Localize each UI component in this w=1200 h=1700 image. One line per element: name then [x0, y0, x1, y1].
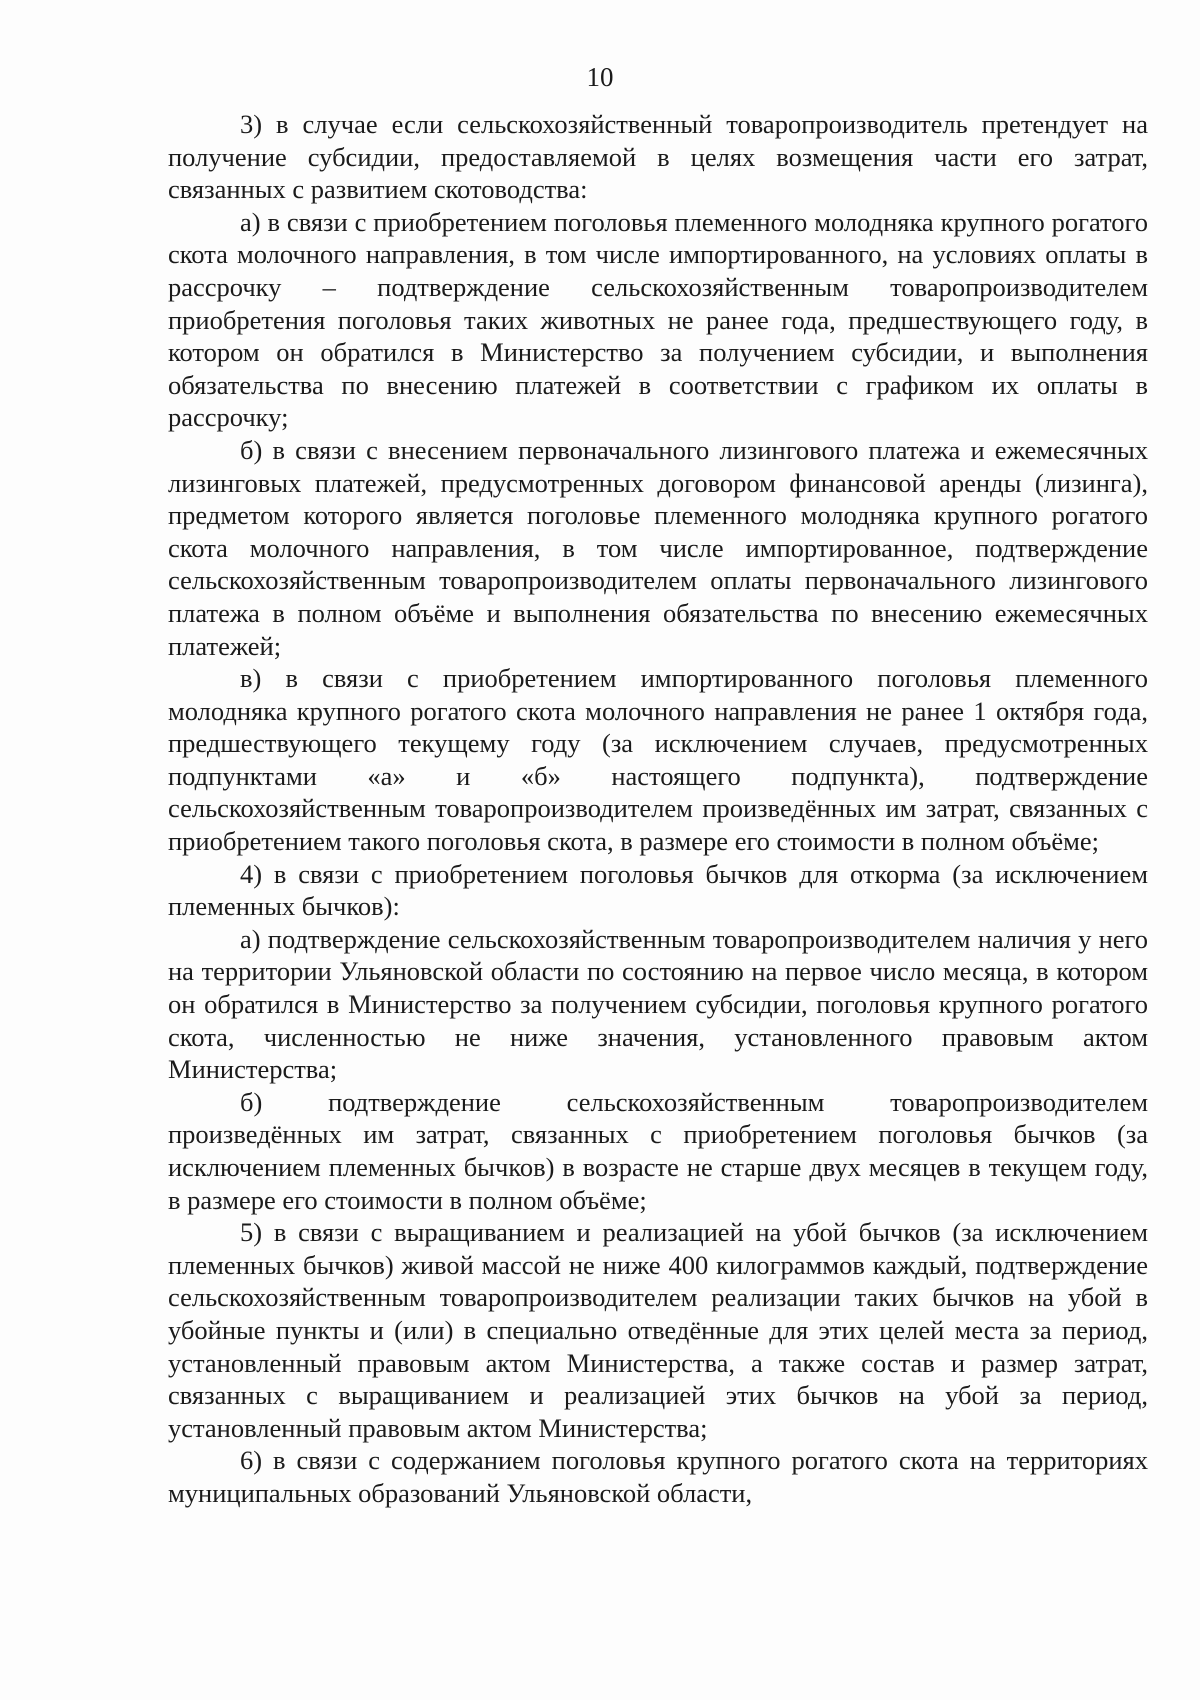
paragraph-3v: в) в связи с приобретением импортированного поголовья племенного молодняка крупного рогатого скота молочного направления не ранее 1 октября года, предшествующего текущему году (за исключением случаев, предусмотренных подпунктами «а» и «б» настоящего подпункта), подтверждение сельскохозяйственным товаропроизводителем произведённых им затрат, связанных с приобретением такого поголовья скота, в размере его стоимости в полном объёме; — [168, 663, 1148, 857]
paragraph-3b: б) в связи с внесением первоначального лизингового платежа и ежемесячных лизинговых платежей, предусмотренных договором финансовой аренды (лизинга), предметом которого является поголовье племенного молодняка крупного рогатого скота молочного направления, в том числе импортированное, подтверждение сельскохозяйственным товаропроизводителем оплаты первоначального лизингового платежа в полном объёме и выполнения обязательства по внесению ежемесячных платежей; — [168, 434, 1148, 661]
document-body — [168, 108, 1148, 1510]
paragraph-4a: а) подтверждение сельскохозяйственным товаропроизводителем наличия у него на территории Ульяновской области по состоянию на первое число месяца, в котором он обратился в Министерство за получением субсидии, поголовья крупного рогатого скота, численностью не ниже значения, установленного правовым актом Министерства; — [168, 923, 1148, 1085]
paragraph-3a: а) в связи с приобретением поголовья племенного молодняка крупного рогатого скота молочного направления, в том числе импортированного, на условиях оплаты в рассрочку – подтверждение сельскохозяйственным товаропроизводителем приобретения поголовья таких животных не ранее года, предшествующего году, в котором он обратился в Министерство за получением субсидии, и выполнения обязательства по внесению платежей в соответствии с графиком их оплаты в рассрочку; — [168, 206, 1148, 433]
paragraph-5: 5) в связи с выращиванием и реализацией на убой бычков (за исключением племенных бычков) живой массой не ниже 400 килограммов каждый, подтверждение сельскохозяйственным товаропроизводителем реализации таких бычков на убой в убойные пункты и (или) в специально отведённые для этих целей места за период, установленный правовым актом Министерства, а также состав и размер затрат, связанных с выращиванием и реализацией этих бычков на убой за период, установленный правовым актом Министерства; — [168, 1217, 1148, 1443]
paragraph-3: 3) в случае если сельскохозяйственный товаропроизводитель претендует на получение субсидии, предоставляемой в целях возмещения части его затрат, связанных с развитием скотоводства: — [168, 109, 1148, 205]
paragraph-4: 4) в связи с приобретением поголовья бычков для откорма (за исключением племенных бычков): — [168, 858, 1148, 922]
paragraph-4b: б) подтверждение сельскохозяйственным товаропроизводителем произведённых им затрат, связанных с приобретением поголовья бычков (за исключением племенных бычков) в возрасте не старше двух месяцев в текущем году, в размере его стоимости в полном объёме; — [168, 1086, 1148, 1215]
paragraph-6: 6) в связи с содержанием поголовья крупного рогатого скота на территориях муниципальных образований Ульяновской области, — [168, 1445, 1148, 1508]
page-number: 10 — [586, 62, 614, 92]
